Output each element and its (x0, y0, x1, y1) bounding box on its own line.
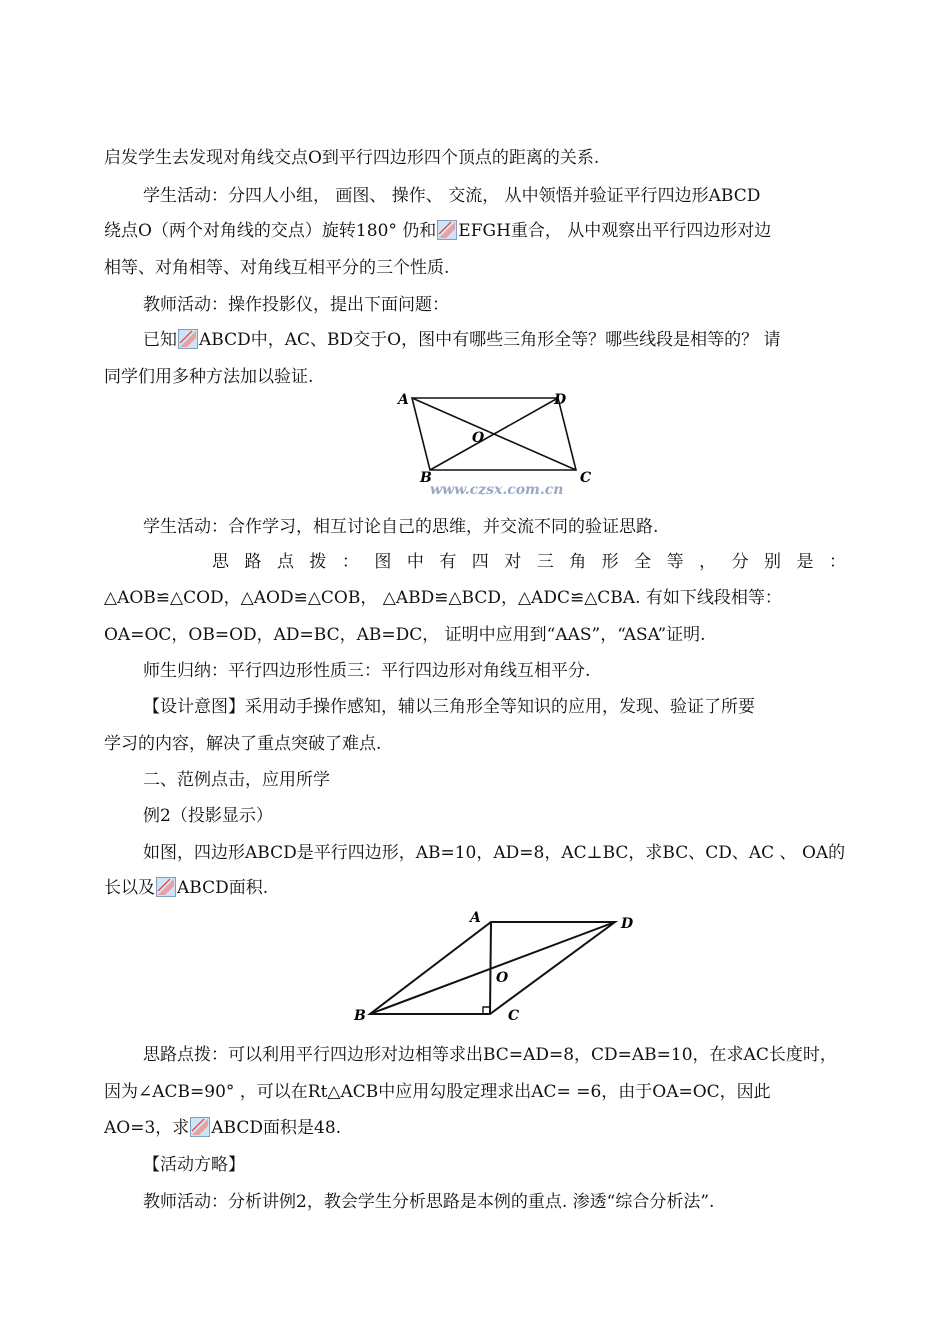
text-span: 绕点O（两个对角线的交点）旋转180° 仍和 (104, 221, 437, 241)
paragraph-line: 学生活动：分四人小组， 画图、 操作、 交流， 从中领悟并验证平行四边形ABCD (143, 186, 761, 206)
watermark-text: www.czsx.com.cn (430, 482, 564, 498)
parallelogram-figure-2 (350, 906, 640, 1030)
paragraph-line: 启发学生去发现对角线交点O到平行四边形四个顶点的距离的关系. (104, 148, 600, 168)
text-span: ABCD面积是48. (211, 1118, 342, 1138)
paragraph-line: 【活动方略】 (143, 1155, 245, 1175)
diagonal-bd (370, 922, 615, 1014)
paragraph-line: 如图，四边形ABCD是平行四边形，AB=10，AD=8，AC⊥BC，求BC、CD、AC 、 OA的 (143, 843, 846, 863)
parallelogram-symbol-icon (178, 329, 198, 349)
example-heading: 例2（投影显示） (143, 806, 273, 826)
paragraph-line: 相等、对角相等、对角线互相平分的三个性质. (104, 258, 450, 278)
vertex-label-a: A (398, 392, 409, 408)
text-span: ABCD面积. (177, 878, 269, 898)
parallelogram-symbol-icon (156, 877, 176, 897)
center-label-o: O (496, 970, 509, 986)
diagonal-bd (430, 398, 558, 470)
vertex-label-d: D (621, 916, 634, 932)
parallelogram-symbol-icon (190, 1117, 210, 1137)
text-span: 已知 (143, 330, 177, 350)
vertex-label-d: D (554, 392, 567, 408)
paragraph-line (104, 1117, 846, 1139)
parallelogram-figure-1 (394, 388, 594, 500)
paragraph-line (143, 329, 846, 351)
text-span: 长以及 (104, 878, 155, 898)
center-label-o: O (472, 430, 485, 446)
text-span: AO=3，求 (104, 1118, 190, 1138)
vertex-label-c: C (508, 1008, 520, 1024)
parallelogram-symbol-icon (437, 220, 457, 240)
vertex-label-c: C (580, 470, 592, 486)
right-angle-mark (483, 1007, 490, 1014)
paragraph-line: 思路点拨：可以利用平行四边形对边相等求出BC=AD=8，CD=AB=10，在求AC长度时， (143, 1045, 837, 1065)
vertex-label-a: A (470, 910, 481, 926)
paragraph-line: 【设计意图】采用动手操作感知，辅以三角形全等知识的应用，发现、验证了所要 (143, 697, 755, 717)
vertex-label-b: B (354, 1008, 366, 1024)
text-span: EFGH重合， 从中观察出平行四边形对边 (458, 221, 772, 241)
paragraph-line: 教师活动：分析讲例2，教会学生分析思路是本例的重点. 渗透“综合分析法”. (143, 1192, 715, 1212)
paragraph-line (104, 220, 846, 242)
paragraph-line: △AOB≌△COD，△AOD≌△COB， △ABD≌△BCD，△ADC≌△CBA. 有如下线段相等： (104, 588, 782, 608)
paragraph-line: 因为∠ACB=90° ，可以在Rt△ACB中应用勾股定理求出AC= =6，由于OA=OC，因此 (104, 1082, 771, 1102)
paragraph-line: 同学们用多种方法加以验证. (104, 367, 314, 387)
paragraph-line (104, 877, 846, 899)
paragraph-line: OA=OC，OB=OD，AD=BC，AB=DC， 证明中应用到“AAS”，“ASA”证明. (104, 625, 706, 645)
text-span: ABCD中，AC、BD交于O，图中有哪些三角形全等？哪些线段是相等的？ 请 (199, 330, 781, 350)
vertex-label-b: B (420, 470, 432, 486)
section-heading: 二、范例点击，应用所学 (143, 770, 330, 790)
paragraph-line: 学习的内容，解决了重点突破了难点. (104, 734, 382, 754)
paragraph-line: 思路点拨：图中有四对三角形全等，分别是： (212, 552, 846, 572)
paragraph-line: 学生活动：合作学习，相互讨论自己的思维，并交流不同的验证思路. (143, 517, 659, 537)
paragraph-line: 教师活动：操作投影仪，提出下面问题： (143, 295, 449, 315)
paragraph-line: 师生归纳：平行四边形性质三：平行四边形对角线互相平分. (143, 661, 591, 681)
